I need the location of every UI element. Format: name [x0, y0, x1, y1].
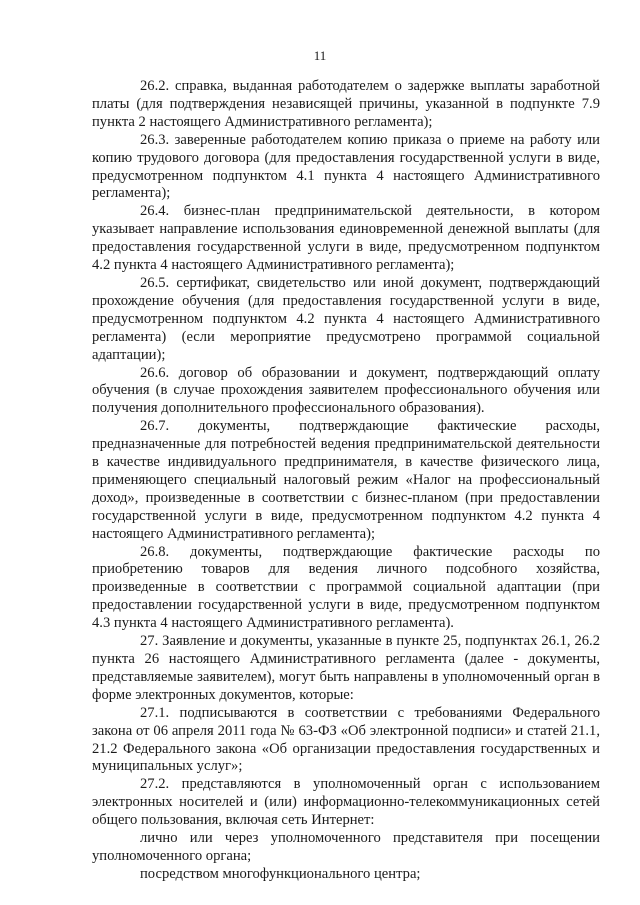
paragraph-26-3: 26.3. заверенные работодателем копию приказа о приеме на работу или копию трудового договора (для предоставления государственной услуги в виде, предусмотренном подпунктом 4.1 пункта 4 настоящего Административного регламента);: [92, 131, 600, 202]
paragraph-27-2: 27.2. представляются в уполномоченный орган с использованием электронных носителей и (или) информационно-телекоммуникационных сетей общего пользования, включая сеть Интернет:: [92, 776, 600, 829]
paragraph-26-5: 26.5. сертификат, свидетельство или иной документ, подтверждающий прохождение обучения (для предоставления государственной услуги в виде, предусмотренном подпунктом 4.2 пункта 4 настоящего Административного регламента) (если мероприятие предусмотрено программой социальной адаптации);: [92, 274, 600, 363]
document-body: [92, 78, 600, 884]
paragraph-26-8: 26.8. документы, подтверждающие фактические расходы по приобретению товаров для ведения личного подсобного хозяйства, произведенные в соответствии с программой социальной адаптации (при предоставлении государственной услуги в виде, предусмотренном подпунктом 4.3 пункта 4 настоящего Административного регламента).: [92, 543, 600, 632]
paragraph-26-4: 26.4. бизнес-план предпринимательской деятельности, в котором указывает направление использования единовременной денежной выплаты (для предоставления государственной услуги в виде, предусмотренном подпунктом 4.2 пункта 4 настоящего Административного регламента);: [92, 203, 600, 274]
list-item-in-person: лично или через уполномоченного представителя при посещении уполномоченного органа;: [92, 830, 600, 864]
paragraph-27-1: 27.1. подписываются в соответствии с требованиями Федерального закона от 06 апреля 2011 года № 63-ФЗ «Об электронной подписи» и статей 21.1, 21.2 Федерального закона «Об организации предоставления государственных и муниципальных услуг»;: [92, 704, 600, 775]
list-item-mfc: посредством многофункционального центра;: [140, 865, 421, 882]
paragraph-27: 27. Заявление и документы, указанные в пункте 25, подпунктах 26.1, 26.2 пункта 26 настоящего Административного регламента (далее - документы, представляемые заявителем), могут быть направлены в уполномоченный орган в форме электронных документов, которые:: [92, 633, 600, 703]
paragraph-26-6: 26.6. договор об образовании и документ, подтверждающий оплату обучения (в случае прохождения заявителем профессионального обучения или получения дополнительного профессионального образования).: [92, 364, 600, 417]
page-number: 11: [313, 48, 327, 63]
paragraph-26-7: 26.7. документы, подтверждающие фактические расходы, предназначенные для потребностей ведения предпринимательской деятельности в качестве индивидуального предпринимателя, в качестве физического лица, применяющего специальный налоговый режим «Налог на профессиональный доход», произведенные в соответствии с бизнес-планом (при предоставлении государственной услуги в виде, предусмотренном подпунктом 4.2 пункта 4 настоящего Административного регламента);: [92, 418, 600, 542]
paragraph-26-2: 26.2. справка, выданная работодателем о задержке выплаты заработной платы (для подтверждения независящей причины, указанной в подпункте 7.9 пункта 2 настоящего Административного регламента);: [92, 78, 600, 130]
